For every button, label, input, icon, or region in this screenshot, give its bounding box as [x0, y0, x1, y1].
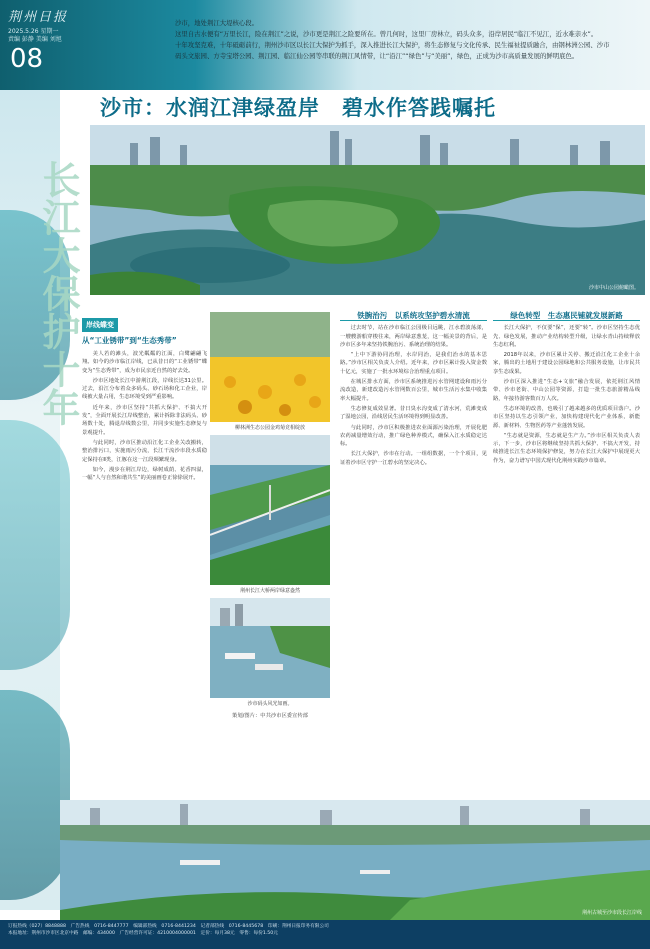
edition-editors: 责编 彭静 美编 刘旭: [8, 36, 62, 43]
article-body: [82, 350, 207, 482]
article-body-left: [340, 312, 487, 469]
aerial-park-image: [90, 125, 645, 295]
paragraph: 长江大保护，不仅要“保”，还要“转”。沙市区坚持生态优先、绿色发展，推动产业结构转型升级，让绿水青山持续释放生态红利。: [493, 325, 640, 348]
wave-shape: [0, 420, 70, 670]
footer-line: 订报热线（027）8848888 广告热线 0716-8447777 编辑部热线 0716-8441234 记者部热线 0716-8445678 印刷：荆州日报印务有限公司: [8, 924, 329, 929]
paragraph: 生态修复成效显著。昔日臭水沟变成了清水河，荒滩变成了湿地公园，沿线居民生活环境得到明显改善。: [340, 405, 487, 421]
photo-column: [210, 312, 330, 719]
footer-line: 本报地址：荆州市沙市区北京中路 邮编：434000 广告经营许可证：4210004000001 定价：每月38元 零售：每份1.50元: [8, 931, 278, 936]
article-column-1: [82, 312, 207, 484]
bottom-panorama: [60, 800, 650, 920]
section-title: 铁腕治污 以系统攻坚护碧水清流: [340, 312, 487, 321]
lead-line: 这里自古水便有“万里长江，险在荆江”之说，沙市更是荆江之险要所在。曾几何时，这里厂房林立，码头众多，沿岸居民“临江不见江，近水难亲水”。: [175, 30, 598, 38]
paragraph: “生态就是资源，生态就是生产力。”沙市区相关负责人表示，下一步，沙市区将继续坚持共抓大保护、不搞大开发，持续推进长江生态环境保护修复，努力在长江大保护中展现更大作为，奋力谱写中国式现代化荆州实践沙市篇章。: [493, 432, 640, 464]
paragraph: 与此同时，沙市区推动沿江化工企业关改搬转，整治排污口，实施雨污分流，长江干流沙市段水质稳定保持在Ⅱ类，江豚在这一江段频繁现身。: [82, 439, 207, 463]
masthead: [0, 0, 650, 90]
edition-date: 2025.5.26 星期一: [8, 28, 59, 35]
bottom-caption: 荆州古城至沙市段长江岸线: [581, 910, 642, 916]
lead-line: 十年攻坚克难，十年砥砺前行，荆州沙市区以长江大保护为抓手，深入推进长江大保护，将生态修复与文化传承、民生福祉提质融合，由钢林洲公园、沙市码头文旅园、方寺宝塔公园、荆江园、临江仙公园等串联的荆江风情带，让“沿江”“绿色”与“美丽”，绿色，正成为沙市高质量发展的鲜明底色。: [175, 41, 610, 60]
lead-paragraph: [175, 18, 615, 62]
photo-harbor: [210, 598, 330, 698]
paragraph: 生态环境的改善，也吸引了越来越多的优质项目落户。沙市区坚持以生态引领产业，加快构建现代化产业体系，新能源、新材料、生物医药等产业蓬勃发展。: [493, 405, 640, 429]
paragraph: 美人若的滩头，波光粼粼的江面，白鹭翩翩飞翔。如今的沙市临江岸线，已从昔日的“工业锈带”蝶变为“生态秀带”，成为市民亲近自然的好去处。: [82, 351, 207, 374]
paragraph: 沙市区地处长江中游荆江段，岸线长达31公里。过去，沿江分布着众多码头、砂石场和化工企业，岸线被大量占用，生态环境受到严重影响。: [82, 377, 207, 401]
harbor-image: [210, 598, 330, 698]
two-column-text: [340, 312, 640, 469]
edition-info: [8, 28, 62, 44]
paragraph: 近年来，沙市区坚持“共抓大保护、不搞大开发”，全面开展长江岸线整治，累计拆除非法码头、砂场数十处，腾退岸线数公里，并同步实施生态修复与景观提升。: [82, 404, 207, 436]
paragraph: 在城区排水方面，沙市区系统推进污水管网建设和雨污分流改造，新建改造污水管网数百公里，城市生活污水集中收集率大幅提升。: [340, 379, 487, 402]
section-subhead: 从“工业锈带”到“生态秀带”: [82, 336, 177, 345]
section-title: 绿色转型 生态惠民铺就发展新路: [493, 312, 640, 321]
newspaper-brand: 荆州日报: [8, 10, 69, 25]
paragraph: 过去时节，站在沙市临江公园极目远眺，江水碧波荡漾，一艘艘游船穿梭往来，两岸绿意葱茏，这一幅美景的背后，是沙市区多年来坚持铁腕治污、系统治理的结果。: [340, 325, 487, 348]
hero-photo: [90, 125, 645, 295]
hero-caption: 沙市中山公园俯瞰图。: [588, 285, 639, 291]
photo-caption: 沙市码头风光如画。: [247, 701, 293, 707]
article-columns-right: [340, 312, 640, 469]
article-body-right: [493, 312, 640, 469]
paragraph: 沙市区深入推进“生态+文旅”融合发展，依托荆江风情带、沙市老街、中山公园等资源，打造一批生态旅游精品线路，年接待游客数百万人次。: [493, 379, 640, 402]
bridge-image: [210, 435, 330, 585]
lead-line: 沙市，地处荆江大堤核心段。: [175, 19, 259, 27]
photo-caption: 柳林洲生态公园金鸡菊竞相绽放: [234, 425, 305, 431]
section-label: 岸线蝶变: [82, 318, 118, 332]
vertical-title: 长江大保护十年: [36, 160, 81, 426]
photo-credit: 策划/图片：中共沙市区委宣传部: [232, 713, 308, 719]
photo-flowers: [210, 312, 330, 422]
paragraph: 与此同时，沙市区积极推进农业面源污染治理，开展化肥农药减量增效行动，推广绿色种养模式，确保入江水质稳定达标。: [340, 424, 487, 448]
main-headline: 沙市：水润江津绿盈岸 碧水作答践嘱托: [100, 95, 496, 120]
flower-field-image: [210, 312, 330, 422]
paragraph: 2018年以来，沙市区累计关停、搬迁沿江化工企业十余家，腾出的土地用于建设公园绿地和公共服务设施，让市民共享生态成果。: [493, 352, 640, 375]
photo-bridge: [210, 435, 330, 585]
newspaper-footer: [0, 920, 650, 949]
photo-caption: 荆州长江大桥两岸绿意盎然: [239, 588, 300, 594]
page-number: 08: [10, 44, 44, 74]
paragraph: “上中下游协同治理，水岸同治，是我们治水的基本思路。”沙市区相关负责人介绍。近年来，沙市区累计投入资金数十亿元，实施了一批水环境综合治理重点项目。: [340, 352, 487, 375]
river-panorama-image: [60, 800, 650, 920]
paragraph: 长江大保护，沙市在行动。一组组数据，一个个项目，见证着沙市区守护一江碧水的坚定决心。: [340, 451, 487, 466]
paragraph: 如今，漫步在荆江岸边，绿树成荫、花香四溢，一幅“人与自然和谐共生”的美丽画卷正徐徐展开。: [82, 466, 207, 482]
